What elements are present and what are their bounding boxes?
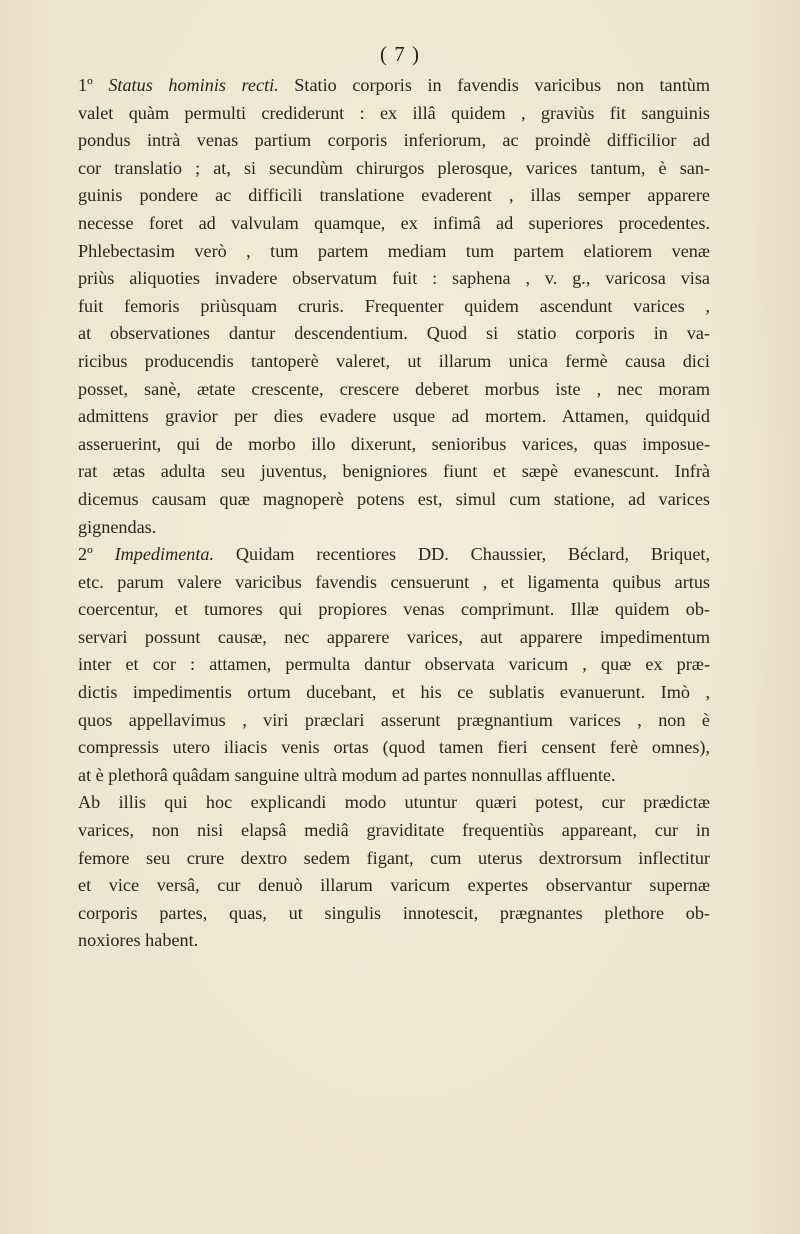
text-line: noxiores habent.: [78, 930, 199, 951]
text-line: etc. parum valere varicibus favendis censuerunt , et ligamenta quibus artus: [78, 571, 710, 592]
text-line: priùs aliquoties invadere observatum fuit : saphena , v. g., varicosa visa: [78, 268, 710, 289]
text-line: at observationes dantur descendentium. Quod si statio corporis in va-: [78, 323, 710, 344]
text-line: et vice versâ, cur denuò illarum varicum expertes observantur supernæ: [78, 875, 710, 896]
text-line: fuit femoris priùsquam cruris. Frequenter quidem ascendunt varices ,: [78, 295, 710, 316]
text-line: necesse foret ad valvulam quamque, ex infimâ ad superiores procedentes.: [78, 212, 710, 233]
text-line: ricibus producendis tantoperè valeret, ut illarum unica fermè causa dici: [78, 350, 710, 371]
text-line: inter et cor : attamen, permulta dantur observata varicum , quæ ex præ-: [78, 654, 710, 675]
page-number: ( 7 ): [380, 42, 420, 66]
text-line: coercentur, et tumores qui propiores venas comprimunt. Illæ quidem ob-: [78, 599, 710, 620]
text-line: varices, non nisi elapsâ mediâ graviditate frequentiùs appareant, cur in: [78, 820, 710, 841]
text-line: valet quàm permulti crediderunt : ex illâ quidem , graviùs fit sanguinis: [78, 102, 710, 123]
text-line: posset, sanè, ætate crescente, crescere deberet morbus iste , nec moram: [78, 378, 710, 399]
text-line-content: Quidam recentiores DD. Chaussier, Béclard, Briquet,: [214, 544, 710, 565]
text-line: [78, 541, 710, 569]
section-lead: Impedimenta.: [114, 544, 215, 565]
text-line: pondus intrà venas partium corporis inferiorum, ac proindè difficilior ad: [78, 130, 710, 151]
body-text: [78, 72, 710, 955]
text-line: Ab illis qui hoc explicandi modo utuntur quæri potest, cur prædictæ: [78, 792, 710, 813]
text-line: Phlebectasim verò , tum partem mediam tum partem elatiorem venæ: [78, 240, 710, 261]
text-line: quos appellavimus , viri præclari asserunt prægnantium varices , non è: [78, 709, 710, 730]
paragraph-impedimenta: [78, 541, 710, 789]
section-lead: Status hominis recti.: [108, 75, 279, 95]
text-line: gignendas.: [78, 516, 157, 537]
text-line: femore seu crure dextro sedem figant, cum uterus dextrorsum inflectitur: [78, 847, 710, 868]
text-line: compressis utero iliacis venis ortas (quod tamen fieri censent ferè omnes),: [78, 737, 710, 758]
section-marker: 2º: [78, 544, 93, 565]
text-line: [78, 72, 710, 100]
text-line: cor translatio ; at, si secundùm chirurgos plerosque, varices tantum, è san-: [78, 157, 710, 178]
text-line: servari possunt causæ, nec apparere varices, aut apparere impedimentum: [78, 626, 710, 647]
text-line: corporis partes, quas, ut singulis innotescit, prægnantes plethore ob-: [78, 902, 710, 923]
text-line: dicemus causam quæ magnoperè potens est, simul cum statione, ad varices: [78, 488, 710, 509]
text-line: admittens gravior per dies evadere usque ad mortem. Attamen, quidquid: [78, 406, 710, 427]
text-line-content: Statio corporis in favendis varicibus non tantùm: [278, 75, 710, 95]
paragraph-status-hominis-recti: [78, 72, 710, 541]
paragraph-ab-illis: [78, 789, 710, 955]
text-line: rat ætas adulta seu juventus, benigniores fiunt et sæpè evanescunt. Infrà: [78, 461, 710, 482]
text-line: dictis impedimentis ortum ducebant, et his ce sublatis evanuerunt. Imò ,: [78, 682, 710, 703]
section-marker: 1º: [78, 75, 93, 95]
text-line: at è plethorâ quâdam sanguine ultrà modum ad partes nonnullas affluente.: [78, 764, 616, 785]
text-line: guinis pondere ac difficili translatione evaderent , illas semper apparere: [78, 185, 710, 206]
text-line: asseruerint, qui de morbo illo dixerunt, senioribus varices, quas imposue-: [78, 433, 710, 454]
